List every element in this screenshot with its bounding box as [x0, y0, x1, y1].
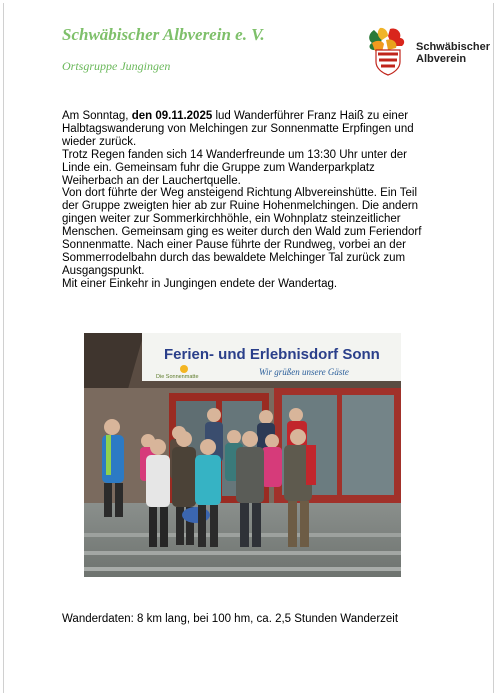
intro-rest: lud Wanderführer Franz Haiß zu einer Halbtagswanderung von Melchingen zur Sonnenmatte Erpfingen und wieder zurück.	[62, 110, 414, 148]
paragraph-route: Von dort führte der Weg ansteigend Richtung Albvereinshütte. Ein Teil der Gruppe zweigten hier ab zur Ruine Hohenmelchingen. Die andern gingen weiter zur Sommerkirchhöhle, ein Wohnplatz steinzeitlicher Menschen. Gemeinsam ging es weiter durch den Wald zum Feriendorf Sonnenmatte. Nach einer Pause führte der Rundweg, vorbei an der Sommerrodelbahn durch das bewaldete Melchinger Tal zurück zum Ausgangspunkt.	[62, 187, 422, 277]
sign-logo: Die Sonnenmatte	[156, 374, 199, 380]
group-photo	[84, 333, 401, 577]
group-photo-illustration	[84, 333, 401, 577]
oak-leaf-icon	[366, 26, 412, 76]
paragraph-closing: Mit einer Einkehr in Jungingen endete der Wandertag.	[62, 277, 338, 290]
document-page	[3, 3, 494, 693]
organization-title: Schwäbischer Albverein e. V.	[62, 25, 265, 44]
sign-title: Ferien- und Erlebnisdorf Sonn	[164, 346, 380, 363]
logo-wordmark-line1: Schwäbischer	[416, 41, 490, 53]
paragraph-meeting: Trotz Regen fanden sich 14 Wanderfreunde um 13:30 Uhr unter der Linde ein. Gemeinsam fuhr die Gruppe zum Wanderparkplatz Weiherbach an der Lauchertquelle.	[62, 148, 407, 187]
albverein-logo	[366, 26, 494, 78]
logo-wordmark-line2: Albverein	[416, 53, 467, 65]
report-text	[62, 110, 434, 291]
logo-wordmark	[416, 41, 490, 65]
organization-subtitle: Ortsgruppe Jungingen	[62, 59, 171, 73]
sign-greeting: Wir grüßen unsere Gäste	[259, 367, 349, 377]
paragraph-intro	[62, 110, 434, 149]
intro-lead: Am Sonntag,	[62, 110, 132, 122]
event-date: den 09.11.2025	[131, 110, 213, 122]
hike-details: Wanderdaten: 8 km lang, bei 100 hm, ca. 2,5 Stunden Wanderzeit	[62, 613, 399, 625]
